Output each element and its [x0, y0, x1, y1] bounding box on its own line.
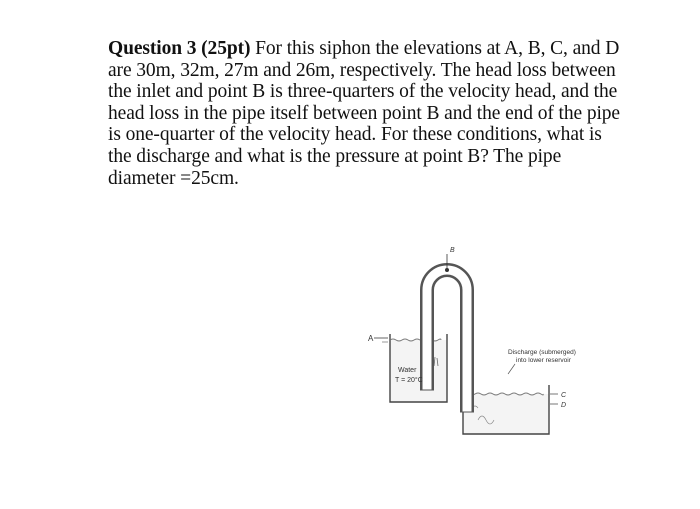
label-a: A — [368, 334, 374, 343]
siphon-svg — [360, 240, 630, 440]
discharge-leader-line — [508, 364, 515, 374]
label-d: D — [561, 402, 567, 409]
label-c: C — [561, 392, 567, 399]
discharge-label-line1: Discharge (submerged) — [508, 349, 576, 356]
siphon-diagram — [360, 240, 630, 440]
temperature-label: T = 20°C — [395, 377, 423, 384]
water-label: Water — [398, 367, 417, 374]
question-heading: Question 3 (25pt) — [108, 38, 251, 59]
question-text — [108, 38, 628, 189]
label-b: B — [450, 247, 455, 254]
question-body: For this siphon the elevations at A, B, C, and D are 30m, 32m, 27m and 26m, respectively. The head loss between the inlet and point B is three-quarters of the velocity head, and the head loss in the pipe itself between point B and the end of the pipe is one-quarter of the velocity head. For these conditions, what is the discharge and what is the pressure at point B? The pipe diameter =25cm. — [108, 38, 620, 189]
lower-reservoir — [463, 385, 558, 434]
discharge-label-line2: into lower reservoir — [516, 357, 571, 364]
point-b-marker — [445, 254, 449, 272]
